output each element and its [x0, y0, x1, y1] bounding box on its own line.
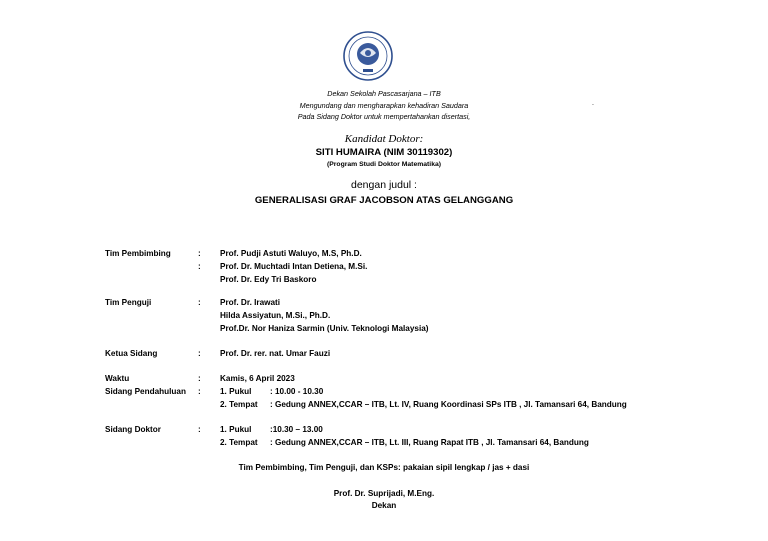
candidate-label: Kandidat Doktor: — [344, 133, 424, 145]
doktor-colon: : — [198, 425, 201, 434]
waktu-label: Waktu — [105, 374, 130, 383]
doktor-pukul: :10.30 – 13.00 — [270, 425, 323, 434]
ketua-label: Ketua Sidang — [105, 349, 158, 358]
pendahuluan-tempat-label: 2. Tempat — [220, 400, 258, 409]
pembimbing-label: Tim Pembimbing — [105, 249, 171, 258]
candidate-name: SITI HUMAIRA (NIM 30119302) — [315, 147, 453, 158]
signature-title: Dekan — [371, 501, 397, 510]
invitation-intro — [0, 88, 768, 123]
waktu-value: Kamis, 6 April 2023 — [220, 374, 295, 383]
signature-name: Prof. Dr. Suprijadi, M.Eng. — [333, 489, 435, 498]
penguji-2: Hilda Assiyatun, M.Si., Ph.D. — [220, 311, 331, 320]
pembimbing-colon-1: : — [198, 249, 201, 258]
pendahuluan-label: Sidang Pendahuluan — [105, 387, 186, 396]
penguji-colon: : — [198, 298, 201, 307]
pendahuluan-colon: : — [198, 387, 201, 396]
doktor-label: Sidang Doktor — [105, 425, 161, 434]
waktu-colon: : — [198, 374, 201, 383]
thesis-title: GENERALISASI GRAF JACOBSON ATAS GELANGGANG — [254, 195, 514, 206]
penguji-label: Tim Penguji — [105, 298, 152, 307]
pendahuluan-tempat: : Gedung ANNEX,CCAR – ITB, Lt. IV, Ruang Koordinasi SPs ITB , Jl. Tamansari 64, Bandung — [270, 400, 627, 409]
doktor-pukul-label: 1. Pukul — [220, 425, 252, 434]
penguji-1: Prof. Dr. Irawati — [220, 298, 281, 307]
pembimbing-colon-2: : — [198, 262, 201, 271]
intro-line-purpose: Pada Sidang Doktor untuk mempertahankan disertasi, — [297, 112, 471, 121]
doktor-tempat-label: 2. Tempat — [220, 438, 258, 447]
doktor-tempat: : Gedung ANNEX,CCAR – ITB, Lt. III, Ruang Rapat ITB , Jl. Tamansari 64, Bandung — [270, 438, 589, 447]
penguji-3: Prof.Dr. Nor Haniza Sarmin (Univ. Teknologi Malaysia) — [220, 324, 429, 333]
thesis-intro: dengan judul : — [351, 179, 417, 191]
pembimbing-1: Prof. Pudji Astuti Waluyo, M.S, Ph.D. — [220, 249, 362, 258]
pendahuluan-pukul: : 10.00 - 10.30 — [270, 387, 324, 396]
itb-logo — [343, 31, 393, 81]
pembimbing-3: Prof. Dr. Edy Tri Baskoro — [220, 275, 317, 284]
ketua-name: Prof. Dr. rer. nat. Umar Fauzi — [220, 349, 331, 358]
stray-dot: . — [592, 100, 594, 107]
ketua-colon: : — [198, 349, 201, 358]
pembimbing-2: Prof. Dr. Muchtadi Intan Detiena, M.Si. — [220, 262, 368, 271]
candidate-program: (Program Studi Doktor Matematika) — [326, 161, 442, 168]
intro-line-invite: Mengundang dan mengharapkan kehadiran Saudara — [299, 100, 469, 110]
intro-line-dean: Dekan Sekolah Pascasarjana – ITB — [327, 89, 441, 98]
dress-code-note: Tim Pembimbing, Tim Penguji, dan KSPs: pakaian sipil lengkap / jas + dasi — [238, 463, 530, 472]
pendahuluan-pukul-label: 1. Pukul — [220, 387, 252, 396]
